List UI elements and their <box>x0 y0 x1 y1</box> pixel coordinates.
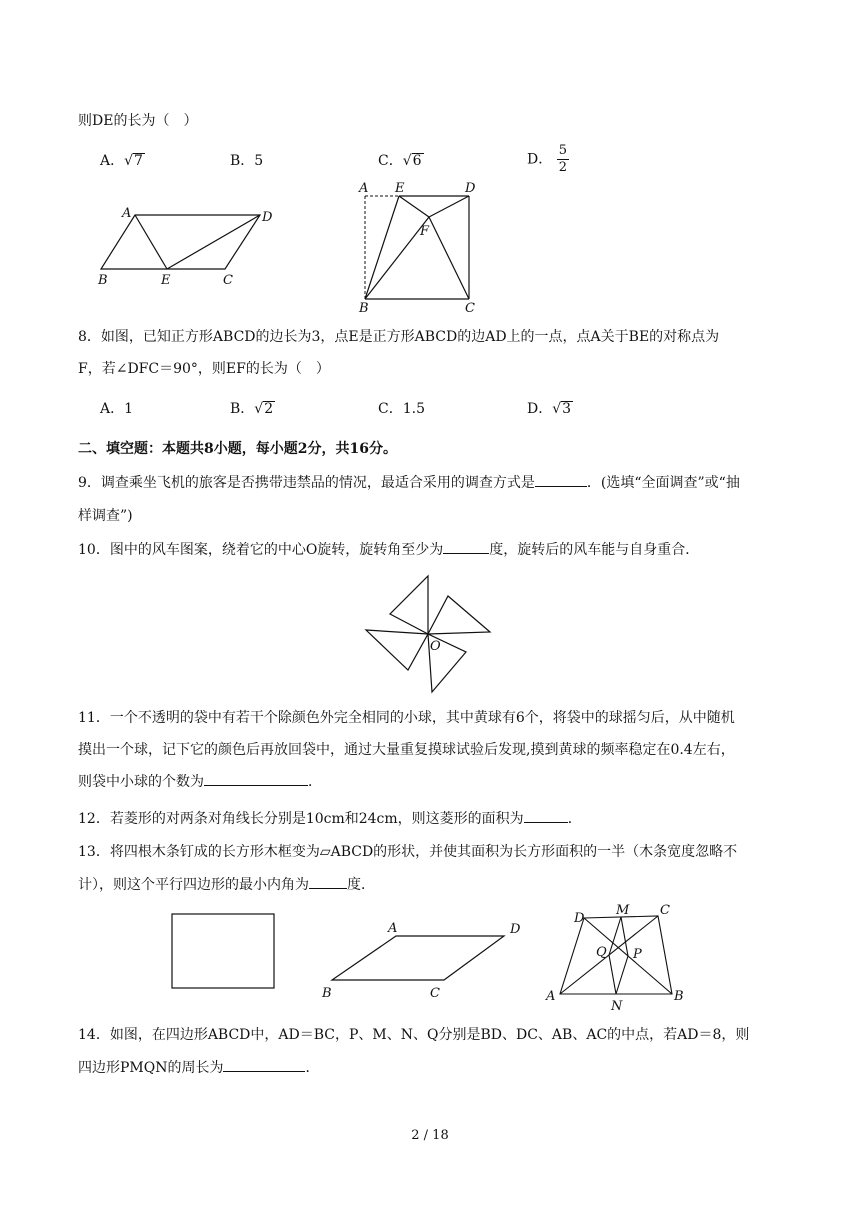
q8-question-line-2: F，若∠DFC＝90°，则EF的长为（ ） <box>78 361 330 377</box>
q9-text-a: 9．调查乘坐飞机的旅客是否携带违禁品的情况，最适合采用的调查方式是 <box>78 475 535 491</box>
q8-option-d: D．√3 <box>527 401 572 417</box>
fraction-denominator: 2 <box>558 160 567 175</box>
label-c: C <box>223 273 233 288</box>
label-c: C <box>430 986 440 1001</box>
q11-question-line-3 <box>78 771 322 791</box>
q8-option-b-value: 2 <box>264 401 274 417</box>
q12-answer-blank <box>524 808 568 823</box>
q7-question-tail: 则DE的长为（ ） <box>78 113 198 129</box>
q8-option-d-label: D． <box>527 401 553 417</box>
label-e: E <box>161 273 171 288</box>
q10-question <box>78 539 699 559</box>
q14-question-line-1: 14．如图，在四边形ABCD中，AD＝BC，P、M、N、Q分别是BD、DC、AB、AC的中点，若AD＝8，则 <box>78 1027 750 1043</box>
q7-option-b: B．5 <box>230 153 264 169</box>
q13-answer-blank <box>309 874 347 889</box>
q13-text-a: 计），则这个平行四边形的最小内角为 <box>78 877 309 893</box>
label-d: D <box>510 922 521 937</box>
q11-answer-blank <box>204 771 308 786</box>
q14-text-b: ． <box>305 1060 320 1076</box>
q9-answer-blank <box>535 472 587 487</box>
q13-question-line-1: 13．将四根木条钉成的长方形木框变为▱ABCD的形状，并使其面积为长方形面积的一半（木条宽度忽略不 <box>78 844 738 860</box>
label-n: N <box>611 999 623 1014</box>
q13-text-b: 度． <box>347 877 375 893</box>
label-a: A <box>359 181 369 196</box>
q11-question-line-1: 11．一个不透明的袋中有若干个除颜色外完全相同的小球，其中黄球有6个，将袋中的球摇匀后，从中随机 <box>78 710 735 726</box>
q7-option-a-label: A． <box>100 153 125 169</box>
q11-question-line-2: 摸出一个球，记下它的颜色后再放回袋中，通过大量重复摸球试验后发现,摸到黄球的频率稳定在0.4左右， <box>78 742 735 758</box>
parallelogram-figure-q13 <box>318 918 528 1002</box>
q8-option-c: C．1.5 <box>378 401 425 417</box>
q7-option-d-fraction <box>557 143 569 176</box>
quadrilateral-figure-q14 <box>540 904 690 1014</box>
q12-text-b: ． <box>567 811 582 827</box>
center-label-o: O <box>430 639 441 654</box>
q8-option-b: B．√2 <box>230 401 274 417</box>
page-number: 2 / 18 <box>411 1128 449 1143</box>
label-a: A <box>388 921 398 936</box>
label-m: M <box>616 903 630 918</box>
square-figure-q8 <box>355 180 485 315</box>
fraction-numerator: 5 <box>558 143 567 158</box>
label-b: B <box>322 986 332 1001</box>
q8-question-line-1: 8．如图，已知正方形ABCD的边长为3，点E是正方形ABCD的边AD上的一点，点A关于BE的对称点为 <box>78 329 720 345</box>
q10-text-a: 10．图中的风车图案，绕着它的中心O旋转，旋转角至少为 <box>78 542 444 558</box>
label-d: D <box>465 181 476 196</box>
parallelogram-figure-q7 <box>95 205 285 290</box>
q12-text-a: 12．若菱形的对两条对角线长分别是10cm和24cm，则这菱形的面积为 <box>78 811 524 827</box>
q8-option-a: A．1 <box>100 401 134 417</box>
q13-question-line-2 <box>78 874 375 894</box>
q14-answer-blank <box>223 1057 305 1072</box>
label-a: A <box>546 989 556 1004</box>
q7-option-c-value: 6 <box>412 153 422 169</box>
q7-option-c: C．√6 <box>378 153 422 169</box>
label-c: C <box>660 903 670 918</box>
q10-text-b: 度，旋转后的风车能与自身重合． <box>489 542 700 558</box>
q7-option-a-value: 7 <box>134 153 143 169</box>
q10-answer-blank <box>443 539 489 554</box>
q12-question <box>78 808 582 828</box>
label-a: A <box>122 206 132 221</box>
q9-text-b: ．(选填“全面调查”或“抽 <box>586 475 740 491</box>
q9-question-line-1 <box>78 472 740 492</box>
q7-option-d <box>527 143 569 176</box>
rectangle-figure-q13 <box>165 910 280 992</box>
q7-option-d-label: D． <box>527 151 553 168</box>
label-p: P <box>633 947 642 962</box>
q8-option-d-value: 3 <box>562 401 572 417</box>
q11-text-b: ． <box>308 774 322 790</box>
q14-question-line-2 <box>78 1057 319 1077</box>
windmill-figure <box>362 568 497 696</box>
label-q: Q <box>596 945 607 960</box>
label-b: B <box>98 273 108 288</box>
q14-text-a: 四边形PMQN的周长为 <box>78 1060 224 1076</box>
label-b: B <box>674 989 684 1004</box>
q8-option-b-label: B． <box>230 401 255 417</box>
label-f: F <box>420 224 430 239</box>
label-e: E <box>395 181 405 196</box>
label-d: D <box>262 210 273 225</box>
label-b: B <box>359 301 369 316</box>
q7-option-a: A．√7 <box>100 153 143 169</box>
label-c: C <box>465 301 475 316</box>
section-heading-fill-in: 二、填空题：本题共8小题，每小题2分，共16分。 <box>78 441 397 457</box>
label-d: D <box>574 911 585 926</box>
q7-option-c-label: C． <box>378 153 403 169</box>
q11-text-a: 则袋中小球的个数为 <box>78 774 204 790</box>
q9-question-line-2: 样调查”) <box>78 508 133 524</box>
